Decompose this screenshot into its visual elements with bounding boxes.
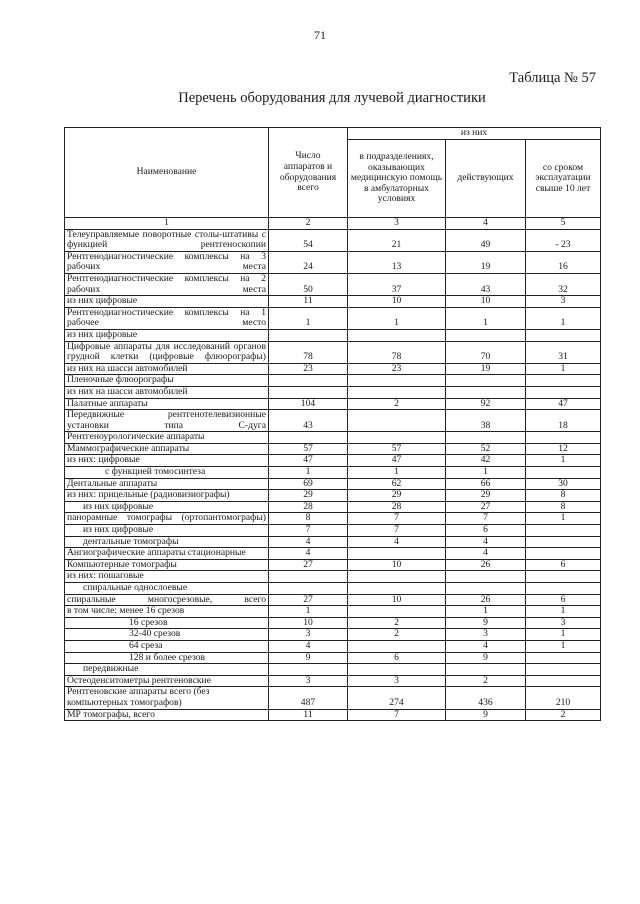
row-name: 64 среза — [65, 640, 269, 652]
cell-total — [269, 386, 348, 398]
cell-total: 104 — [269, 398, 348, 410]
cell-active: 42 — [446, 455, 526, 467]
cell-outpatient: 1 — [348, 467, 446, 479]
cell-total: 3 — [269, 629, 348, 641]
cell-total: 69 — [269, 478, 348, 490]
row-name: Остеоденситометры рентгеновские — [65, 675, 269, 687]
table-row — [65, 583, 601, 595]
cell-active: 49 — [446, 229, 526, 251]
cell-total: 7 — [269, 525, 348, 537]
cell-old: 1 — [526, 513, 601, 525]
cell-outpatient: 37 — [348, 273, 446, 295]
table-row — [65, 559, 601, 571]
table-row — [65, 455, 601, 467]
cell-outpatient — [348, 386, 446, 398]
cell-old: 6 — [526, 559, 601, 571]
cell-active: 10 — [446, 296, 526, 308]
header-of-them: из них — [348, 128, 601, 140]
cell-old — [526, 583, 601, 595]
cell-outpatient — [348, 375, 446, 387]
cell-outpatient: 274 — [348, 687, 446, 709]
cell-active — [446, 583, 526, 595]
cell-total: 1 — [269, 606, 348, 618]
row-name: Передвижные рентгенотелевизионные установки типа С-дуга — [65, 410, 269, 432]
row-name: из них: цифровые — [65, 455, 269, 467]
cell-old — [526, 375, 601, 387]
row-name: из них: пошаговые — [65, 571, 269, 583]
cell-outpatient — [348, 583, 446, 595]
cell-outpatient: 62 — [348, 478, 446, 490]
cell-active: 70 — [446, 341, 526, 363]
row-name: из них: прицельные (радиовизиографы) — [65, 490, 269, 502]
cell-total: 28 — [269, 501, 348, 513]
cell-active: 92 — [446, 398, 526, 410]
cell-old: 1 — [526, 455, 601, 467]
cell-total — [269, 375, 348, 387]
cell-active: 52 — [446, 443, 526, 455]
cell-active: 6 — [446, 525, 526, 537]
column-number: 2 — [269, 218, 348, 230]
cell-total: 47 — [269, 455, 348, 467]
cell-total: 27 — [269, 594, 348, 606]
cell-total: 54 — [269, 229, 348, 251]
cell-total: 1 — [269, 467, 348, 479]
table-row — [65, 664, 601, 676]
row-name: 128 и более срезов — [65, 652, 269, 664]
cell-outpatient: 7 — [348, 525, 446, 537]
cell-active: 26 — [446, 594, 526, 606]
cell-total: 10 — [269, 617, 348, 629]
table-row — [65, 629, 601, 641]
row-name: спиральные однослоевые — [65, 583, 269, 595]
cell-active: 19 — [446, 363, 526, 375]
row-name: из них цифровые — [65, 296, 269, 308]
cell-active — [446, 571, 526, 583]
cell-total: 43 — [269, 410, 348, 432]
cell-outpatient: 13 — [348, 251, 446, 273]
column-number: 4 — [446, 218, 526, 230]
row-name: в том числе: менее 16 срезов — [65, 606, 269, 618]
header-total: Число аппаратов и оборудования всего — [269, 128, 348, 218]
table-row — [65, 251, 601, 273]
cell-old: 210 — [526, 687, 601, 709]
table-row — [65, 307, 601, 329]
cell-outpatient: 28 — [348, 501, 446, 513]
cell-total: 487 — [269, 687, 348, 709]
table-row — [65, 617, 601, 629]
cell-total: 11 — [269, 296, 348, 308]
cell-old: 1 — [526, 640, 601, 652]
row-name: МР томографы, всего — [65, 709, 269, 721]
cell-total — [269, 571, 348, 583]
table-row — [65, 501, 601, 513]
cell-outpatient: 2 — [348, 617, 446, 629]
cell-old: 16 — [526, 251, 601, 273]
row-name: Цифровые аппараты для исследований органов грудной клетки (цифровые флюорографы) — [65, 341, 269, 363]
cell-outpatient: 6 — [348, 652, 446, 664]
cell-outpatient — [348, 571, 446, 583]
column-number: 1 — [65, 218, 269, 230]
cell-old: 1 — [526, 606, 601, 618]
cell-total: 11 — [269, 709, 348, 721]
cell-active: 9 — [446, 617, 526, 629]
row-name: передвижные — [65, 664, 269, 676]
cell-outpatient: 2 — [348, 629, 446, 641]
cell-old: 47 — [526, 398, 601, 410]
row-name: 16 срезов — [65, 617, 269, 629]
cell-outpatient: 7 — [348, 709, 446, 721]
cell-total — [269, 432, 348, 444]
row-name: 32-40 срезов — [65, 629, 269, 641]
cell-active: 9 — [446, 652, 526, 664]
table-row — [65, 513, 601, 525]
cell-total — [269, 329, 348, 341]
column-number: 5 — [526, 218, 601, 230]
cell-total: 9 — [269, 652, 348, 664]
table-row — [65, 640, 601, 652]
cell-outpatient — [348, 410, 446, 432]
row-name: Рентгенодиагностические комплексы на 1 рабочее место — [65, 307, 269, 329]
table-row — [65, 652, 601, 664]
cell-total: 78 — [269, 341, 348, 363]
cell-active: 29 — [446, 490, 526, 502]
table-row — [65, 410, 601, 432]
table-row — [65, 687, 601, 709]
cell-outpatient: 29 — [348, 490, 446, 502]
cell-active — [446, 329, 526, 341]
header-row-top — [65, 128, 601, 140]
cell-old — [526, 329, 601, 341]
cell-active: 3 — [446, 629, 526, 641]
row-name: с функцией томосинтеза — [65, 467, 269, 479]
cell-total: 23 — [269, 363, 348, 375]
row-name: Пленочные флюорографы — [65, 375, 269, 387]
row-name: Рентгеновские аппараты всего (без компьютерных томографов) — [65, 687, 269, 709]
table-row — [65, 432, 601, 444]
row-name: Ангиографические аппараты стационарные — [65, 548, 269, 560]
cell-old: 6 — [526, 594, 601, 606]
cell-total: 8 — [269, 513, 348, 525]
cell-active: 1 — [446, 606, 526, 618]
page-title: Перечень оборудования для лучевой диагностики — [178, 90, 486, 106]
cell-old — [526, 432, 601, 444]
table-row — [65, 363, 601, 375]
cell-old: 32 — [526, 273, 601, 295]
row-name: из них на шасси автомобилей — [65, 363, 269, 375]
row-name: Дентальные аппараты — [65, 478, 269, 490]
cell-old: 31 — [526, 341, 601, 363]
cell-old — [526, 675, 601, 687]
cell-active — [446, 375, 526, 387]
row-name: из них цифровые — [65, 501, 269, 513]
row-name: Рентгенодиагностические комплексы на 3 рабочих места — [65, 251, 269, 273]
cell-total — [269, 664, 348, 676]
cell-old: 8 — [526, 490, 601, 502]
table-row — [65, 398, 601, 410]
cell-outpatient: 10 — [348, 296, 446, 308]
cell-total: 4 — [269, 548, 348, 560]
cell-total: 1 — [269, 307, 348, 329]
table-row — [65, 675, 601, 687]
cell-active: 19 — [446, 251, 526, 273]
cell-active — [446, 386, 526, 398]
cell-old: 12 — [526, 443, 601, 455]
table-row — [65, 606, 601, 618]
row-name: Компьютерные томографы — [65, 559, 269, 571]
table-row — [65, 490, 601, 502]
cell-total: 4 — [269, 536, 348, 548]
cell-outpatient: 3 — [348, 675, 446, 687]
cell-total: 24 — [269, 251, 348, 273]
cell-outpatient: 21 — [348, 229, 446, 251]
cell-outpatient: 1 — [348, 307, 446, 329]
cell-active: 4 — [446, 548, 526, 560]
cell-active: 7 — [446, 513, 526, 525]
cell-total: 27 — [269, 559, 348, 571]
cell-old — [526, 548, 601, 560]
table-row — [65, 341, 601, 363]
cell-old: 3 — [526, 296, 601, 308]
cell-old: 18 — [526, 410, 601, 432]
cell-outpatient: 2 — [348, 398, 446, 410]
cell-total: 57 — [269, 443, 348, 455]
cell-active — [446, 664, 526, 676]
table-row — [65, 536, 601, 548]
cell-old — [526, 386, 601, 398]
cell-active: 4 — [446, 536, 526, 548]
cell-old — [526, 525, 601, 537]
cell-outpatient: 10 — [348, 559, 446, 571]
cell-active: 26 — [446, 559, 526, 571]
row-name: Маммографические аппараты — [65, 443, 269, 455]
row-name: из них цифровые — [65, 329, 269, 341]
table-row — [65, 375, 601, 387]
table-row — [65, 478, 601, 490]
header-old: со сроком эксплуатации свыше 10 лет — [526, 140, 601, 218]
cell-total — [269, 583, 348, 595]
cell-old: - 23 — [526, 229, 601, 251]
cell-total: 4 — [269, 640, 348, 652]
table-row — [65, 548, 601, 560]
cell-total: 3 — [269, 675, 348, 687]
page-number: 71 — [314, 28, 326, 42]
cell-old — [526, 664, 601, 676]
row-name: панорамные томографы (ортопантомографы) — [65, 513, 269, 525]
cell-outpatient — [348, 664, 446, 676]
row-name: Рентгенодиагностические комплексы на 2 рабочих места — [65, 273, 269, 295]
table-body — [65, 229, 601, 721]
cell-outpatient: 10 — [348, 594, 446, 606]
header-name: Наименование — [65, 128, 269, 218]
cell-active: 1 — [446, 307, 526, 329]
cell-active: 66 — [446, 478, 526, 490]
cell-old — [526, 571, 601, 583]
row-name: из них на шасси автомобилей — [65, 386, 269, 398]
cell-active: 38 — [446, 410, 526, 432]
table-row — [65, 467, 601, 479]
cell-old: 1 — [526, 363, 601, 375]
cell-old — [526, 536, 601, 548]
row-name: Телеуправляемые поворотные столы-штативы с функцией рентгеноскопии — [65, 229, 269, 251]
cell-old: 3 — [526, 617, 601, 629]
cell-outpatient: 4 — [348, 536, 446, 548]
cell-total: 50 — [269, 273, 348, 295]
column-number: 3 — [348, 218, 446, 230]
cell-old — [526, 652, 601, 664]
cell-outpatient: 47 — [348, 455, 446, 467]
table-row — [65, 273, 601, 295]
cell-active — [446, 432, 526, 444]
table-label: Таблица № 57 — [509, 70, 596, 86]
cell-old: 30 — [526, 478, 601, 490]
table-row — [65, 229, 601, 251]
table-row — [65, 443, 601, 455]
header-active: действующих — [446, 140, 526, 218]
cell-active: 9 — [446, 709, 526, 721]
cell-active: 436 — [446, 687, 526, 709]
row-name: Палатные аппараты — [65, 398, 269, 410]
row-name: Рентгеноурологические аппараты — [65, 432, 269, 444]
cell-active: 4 — [446, 640, 526, 652]
cell-outpatient — [348, 548, 446, 560]
cell-old: 1 — [526, 307, 601, 329]
table-row — [65, 386, 601, 398]
row-name: из них цифровые — [65, 525, 269, 537]
table-row — [65, 594, 601, 606]
cell-outpatient: 78 — [348, 341, 446, 363]
header-outpatient: в подразделениях, оказывающих медицинскую помощь в амбулаторных условиях — [348, 140, 446, 218]
column-number-row — [65, 218, 601, 230]
table-row — [65, 296, 601, 308]
cell-outpatient — [348, 432, 446, 444]
cell-outpatient: 7 — [348, 513, 446, 525]
cell-old: 8 — [526, 501, 601, 513]
table-row — [65, 329, 601, 341]
cell-active: 1 — [446, 467, 526, 479]
cell-total: 29 — [269, 490, 348, 502]
table-row — [65, 571, 601, 583]
cell-outpatient — [348, 329, 446, 341]
equipment-table — [64, 127, 601, 721]
cell-outpatient: 57 — [348, 443, 446, 455]
cell-old: 2 — [526, 709, 601, 721]
cell-outpatient — [348, 640, 446, 652]
row-name: спиральные многосрезовые, всего — [65, 594, 269, 606]
cell-active: 27 — [446, 501, 526, 513]
cell-active: 43 — [446, 273, 526, 295]
table-row — [65, 525, 601, 537]
cell-old — [526, 467, 601, 479]
table-row — [65, 709, 601, 721]
cell-old: 1 — [526, 629, 601, 641]
row-name: дентальные томографы — [65, 536, 269, 548]
cell-outpatient: 23 — [348, 363, 446, 375]
cell-outpatient — [348, 606, 446, 618]
cell-active: 2 — [446, 675, 526, 687]
